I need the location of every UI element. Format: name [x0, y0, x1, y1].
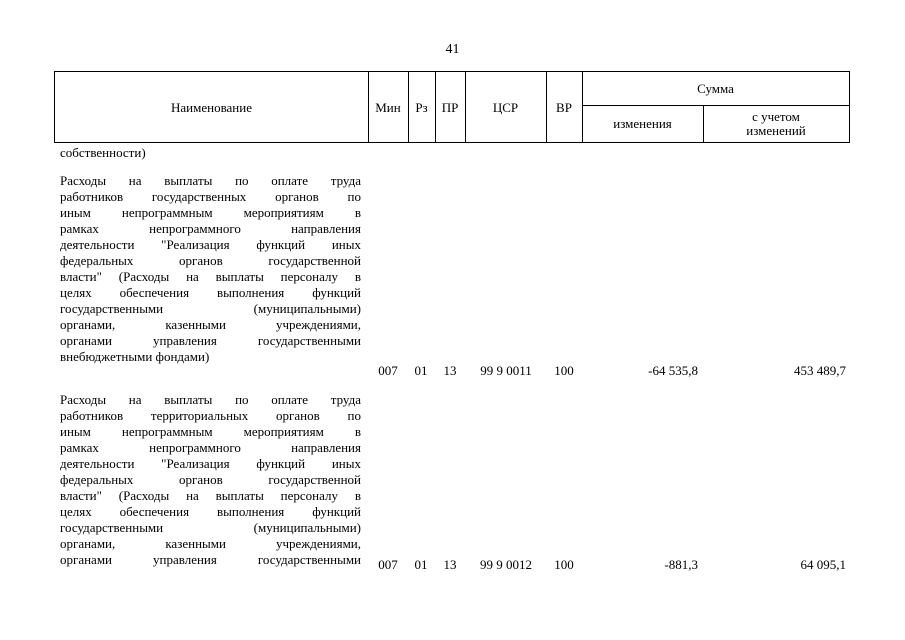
row-2-total: 64 095,1 — [800, 557, 846, 572]
header-pr: ПР — [441, 100, 459, 115]
row-1-change: -64 535,8 — [648, 363, 698, 378]
row-2-line: деятельности "Реализация функций иных — [60, 456, 361, 471]
header-vr: ВР — [556, 100, 572, 115]
row-2-vr: 100 — [554, 557, 574, 572]
row-1-line: рамках непрограммного направления — [60, 221, 361, 236]
row-2-pr: 13 — [443, 557, 457, 572]
row-1-vr: 100 — [554, 363, 574, 378]
row-1-line: власти" (Расходы на выплаты персоналу в — [60, 269, 361, 284]
page-number: 41 — [445, 42, 460, 57]
row-1-line: иным непрограммным мероприятиям в — [60, 205, 361, 220]
row-2-line: власти" (Расходы на выплаты персоналу в — [60, 488, 361, 503]
carryover-text: собственности) — [60, 145, 146, 160]
row-1-rz: 01 — [414, 363, 428, 378]
row-1-line: органами управления государственными — [60, 333, 361, 348]
header-with-change-line2: изменений — [746, 122, 806, 138]
row-1-pr: 13 — [443, 363, 457, 378]
header-sum: Сумма — [697, 80, 734, 96]
row-2-line: целях обеспечения выполнения функций — [60, 504, 361, 519]
row-2-line: иным непрограммным мероприятиям в — [60, 424, 361, 439]
row-1-csr: 99 9 0011 — [480, 363, 532, 378]
row-1-total: 453 489,7 — [794, 363, 846, 378]
row-2-line: федеральных органов государственной — [60, 472, 361, 487]
header-csr: ЦСР — [492, 100, 519, 115]
row-1-min: 007 — [378, 363, 398, 378]
row-2-line: органами, казенными учреждениями, — [60, 536, 361, 551]
header-change: изменения — [613, 115, 672, 131]
row-2-line: органами управления государственными — [60, 552, 361, 567]
row-2-line: работников территориальных органов по — [60, 408, 361, 423]
header-with-change — [703, 105, 849, 142]
row-1-description — [60, 173, 361, 365]
header-name: Наименование — [171, 100, 252, 115]
row-1-line: целях обеспечения выполнения функций — [60, 285, 361, 300]
row-1-line: органами, казенными учреждениями, — [60, 317, 361, 332]
row-2-rz: 01 — [414, 557, 428, 572]
row-2-min: 007 — [378, 557, 398, 572]
row-2-description — [60, 392, 361, 568]
row-1-line: внебюджетными фондами) — [60, 349, 210, 364]
row-1-line: деятельности "Реализация функций иных — [60, 237, 361, 252]
header-with-change-line1: с учетом — [752, 108, 800, 124]
table-header — [54, 71, 850, 143]
row-2-csr: 99 9 0012 — [480, 557, 532, 572]
header-rz: Рз — [415, 100, 428, 115]
row-1-line: работников государственных органов по — [60, 189, 361, 204]
row-2-change: -881,3 — [664, 557, 698, 572]
row-2-line: рамках непрограммного направления — [60, 440, 361, 455]
row-1-line: государственными (муниципальными) — [60, 301, 361, 316]
row-1-line: Расходы на выплаты по оплате труда — [60, 173, 361, 188]
row-1-line: федеральных органов государственной — [60, 253, 361, 268]
row-2-line: государственными (муниципальными) — [60, 520, 361, 535]
row-2-line: Расходы на выплаты по оплате труда — [60, 392, 361, 407]
header-min: Мин — [375, 100, 401, 115]
